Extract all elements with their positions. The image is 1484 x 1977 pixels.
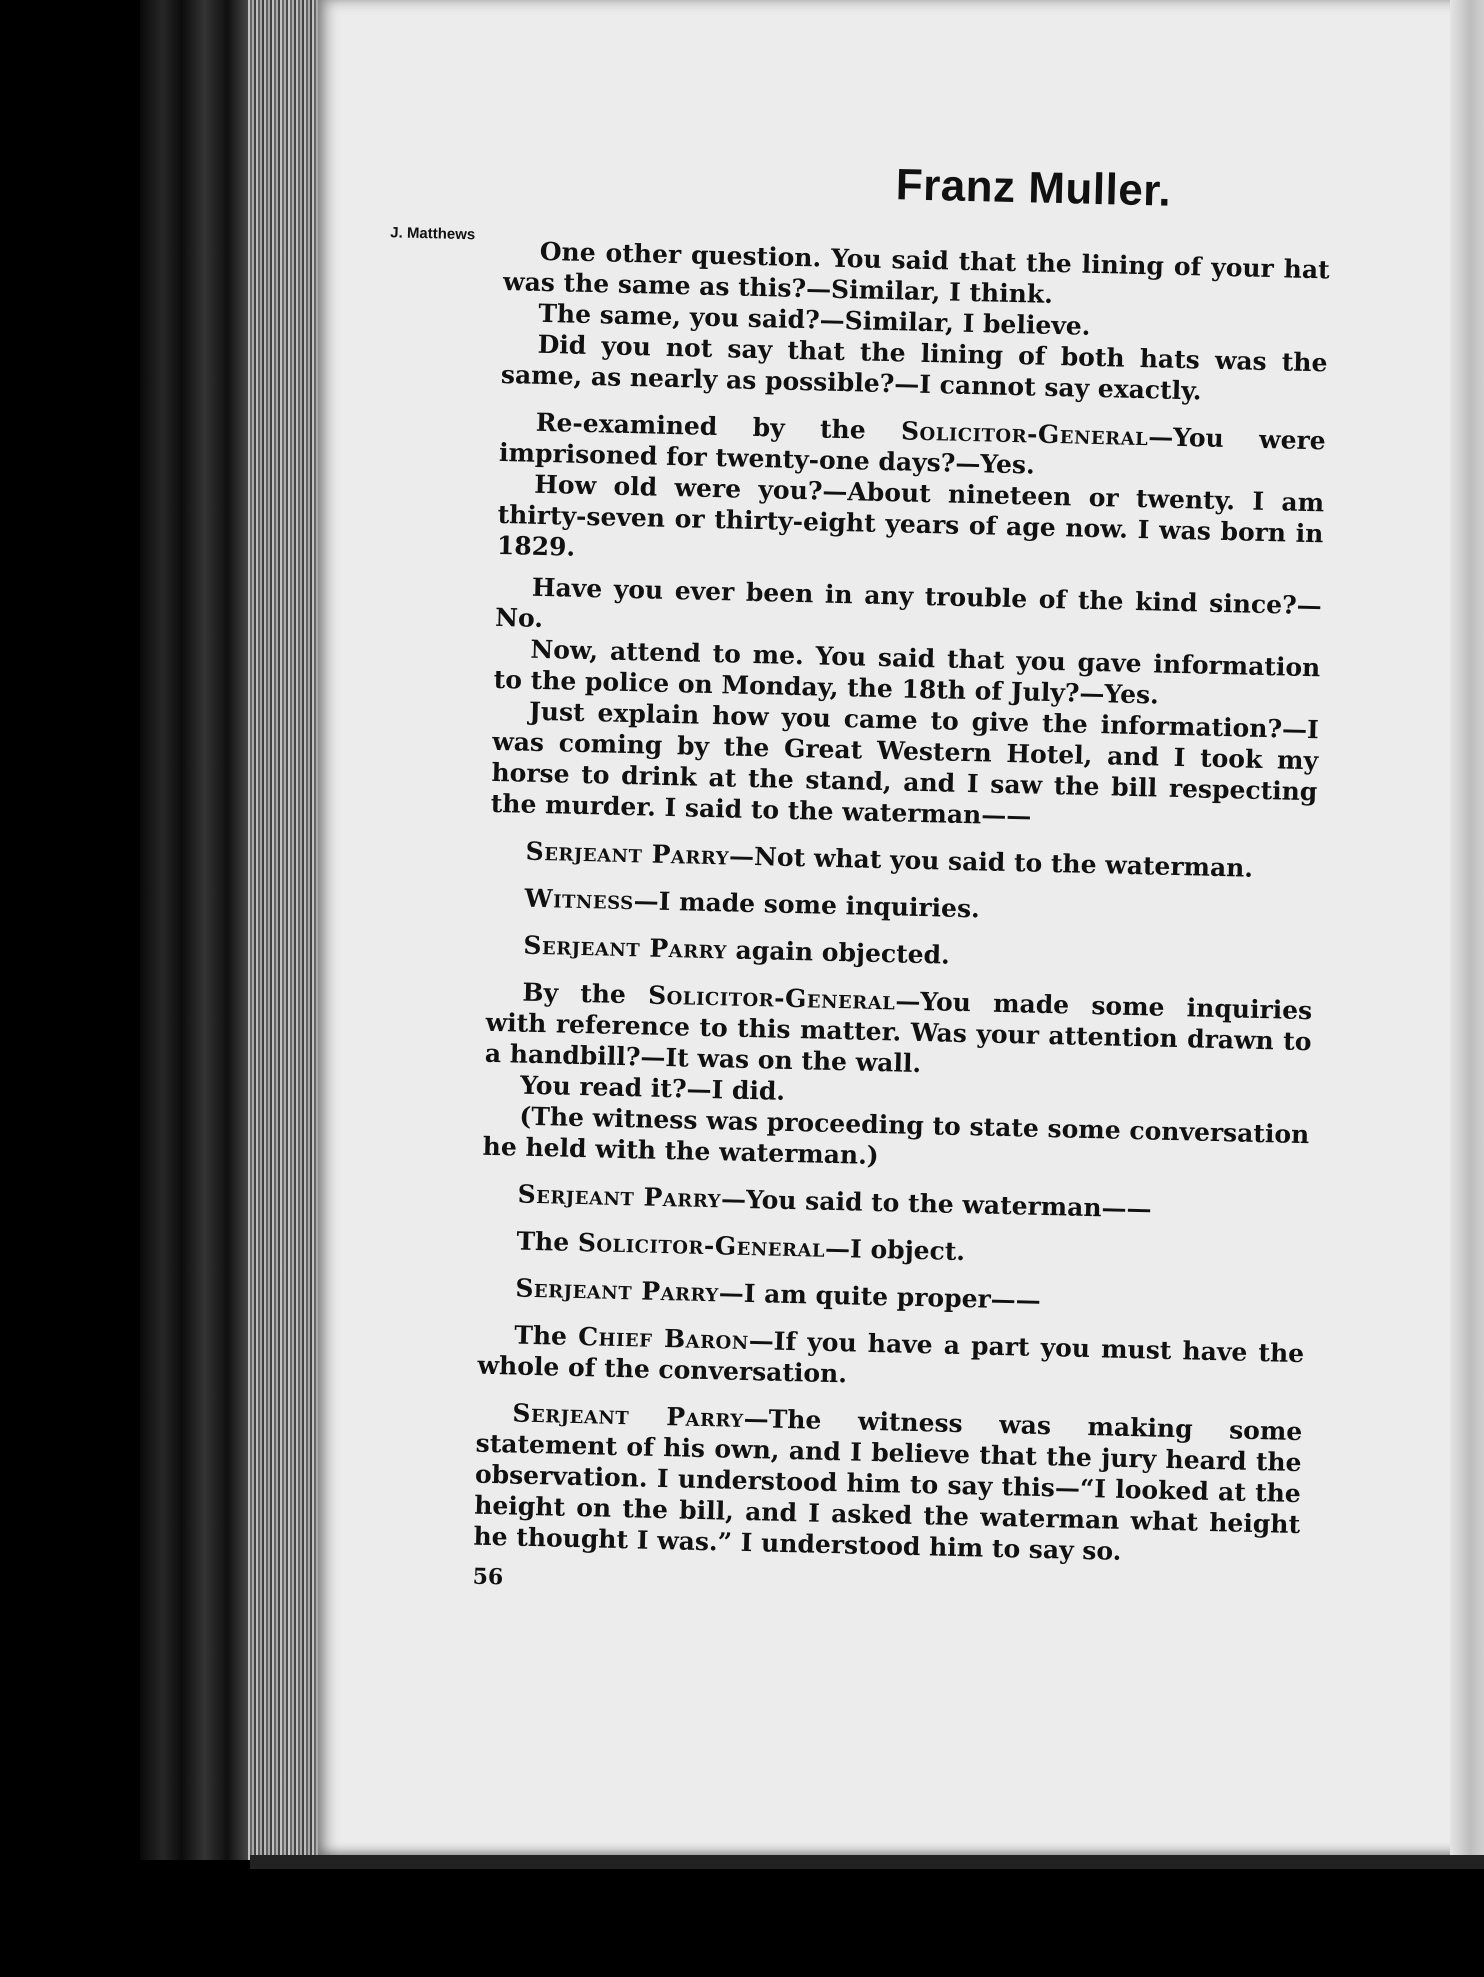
paragraph xyxy=(487,929,1314,979)
page-bottom-shadow xyxy=(250,1855,1484,1869)
page-title: Franz Muller. xyxy=(895,160,1172,216)
paragraph-text: The xyxy=(513,1320,579,1352)
paragraph xyxy=(480,1225,1307,1275)
page-content xyxy=(390,160,1332,1612)
paragraph-text: again objected. xyxy=(726,935,951,970)
body-text xyxy=(473,235,1330,1571)
paragraph xyxy=(497,468,1325,580)
paragraph-text: By the xyxy=(522,977,649,1010)
paragraph-text: How old were you?—About nineteen or twenty. I am thirty-seven or thirty-eight years of age now. I was born in 1829. xyxy=(496,469,1325,562)
paragraph-text: One other question. You said that the lining of your hat was the same as this?—Similar, I think. xyxy=(502,236,1330,309)
paragraph-text: —I am quite proper—— xyxy=(718,1278,1042,1315)
paragraph-text: Re-examined by the xyxy=(535,407,902,446)
paragraph-text: Did you not say that the lining of both hats was the same, as nearly as possible?—I cannot say exactly. xyxy=(500,329,1328,406)
paragraph-text: You read it?—I did. xyxy=(519,1070,786,1106)
paragraph-text: —I made some inquiries. xyxy=(633,886,981,924)
paragraph xyxy=(479,1272,1306,1322)
page-number: 56 xyxy=(472,1563,504,1591)
paragraph-text: —I object. xyxy=(824,1233,966,1267)
paragraph xyxy=(489,835,1316,885)
paragraph-text: The same, you said?—Similar, I believe. xyxy=(538,298,1091,341)
speaker-name: Witness xyxy=(524,883,635,916)
page-right-edge xyxy=(1450,0,1484,1858)
speaker-name: Solicitor-General xyxy=(577,1227,826,1263)
speaker-name: Serjeant Parry xyxy=(512,1398,745,1433)
paragraph xyxy=(477,1319,1304,1400)
paragraph-text: The xyxy=(516,1226,579,1257)
paragraph-text: (The witness was proceeding to state some conversation he held with the waterman.) xyxy=(482,1101,1310,1171)
speaker-name: Chief Baron xyxy=(577,1322,750,1356)
margin-note: J. Matthews xyxy=(390,224,476,244)
paragraph-text: —If you have a part you must have the whole of the conversation. xyxy=(477,1326,1305,1389)
paragraph-text: Have you ever been in any trouble of the kind since?—No. xyxy=(494,572,1323,633)
paragraph xyxy=(490,695,1319,838)
paragraph-text: —Not what you said to the waterman. xyxy=(728,841,1254,883)
paragraph-text: —You were imprisoned for twenty-one days?—Yes. xyxy=(498,422,1326,480)
paragraph-text: Now, attend to me. You said that you gave information to the police on Monday, the 18th of July?—Yes. xyxy=(493,634,1321,710)
speaker-name: Serjeant Parry xyxy=(515,1273,720,1308)
speaker-name: Serjeant Parry xyxy=(523,930,728,965)
paragraph xyxy=(473,1397,1302,1571)
speaker-name: Solicitor-General xyxy=(900,416,1149,452)
speaker-name: Solicitor-General xyxy=(647,980,896,1016)
paragraph xyxy=(488,882,1315,932)
paragraph-text: —You said to the waterman—— xyxy=(720,1184,1152,1224)
paragraph-text: —The witness was making some statement of his own, and I believe that the jury heard the observation. I understood him to say this—“I looked at the height on the bill, and I asked the waterman what height he thought I was.” I understood him to say so. xyxy=(473,1403,1303,1566)
paragraph xyxy=(481,1178,1308,1228)
paragraph-text: —You made some inquiries with reference to this matter. Was your attention drawn to a handbill?—It was on the wall. xyxy=(484,986,1313,1079)
speaker-name: Serjeant Parry xyxy=(517,1179,722,1214)
paragraph-text: Just explain how you came to give the information?—I was coming by the Great Western Hotel, and I took my horse to drink at the stand, and I saw the bill respecting the murder. I said to the waterman—— xyxy=(490,696,1320,831)
speaker-name: Serjeant Parry xyxy=(525,836,730,871)
